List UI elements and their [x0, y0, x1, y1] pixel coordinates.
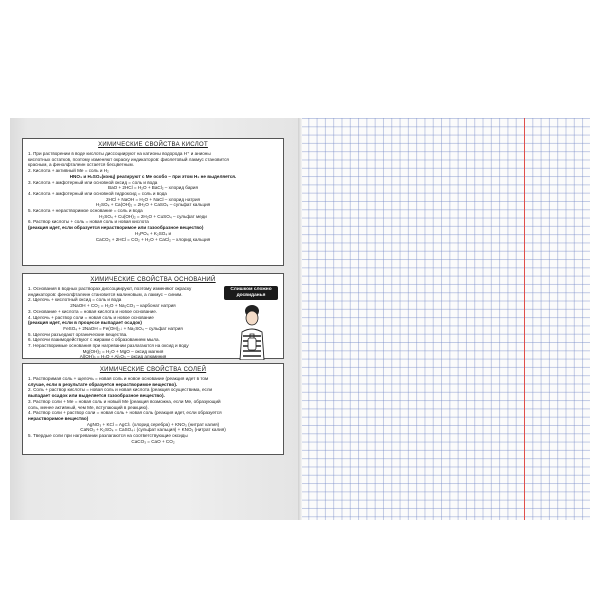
bases-line: 1. Основания в водных растворах диссоциируют, поэтому изменяют окраску	[28, 286, 192, 291]
acids-line: HNO₃ и H₂SO₄(конц) реагируют с Me особо – при этом H₂ не выделяется.	[69, 173, 237, 179]
notebook-spine	[298, 118, 302, 520]
acids-line: H₂SO₄ + Ca(OH)₂ = 2H₂O + CaSO₄ – сульфат кальция	[95, 202, 211, 208]
acids-line: H₃PO₄ + K₂SO₄ и	[134, 230, 172, 236]
salts-line: нерастворимое вещество)	[28, 415, 89, 421]
bases-line: индикаторов: фенолфталеин становится малиновым, а лакмус – синим.	[28, 291, 183, 297]
acids-title: ХИМИЧЕСКИЕ СВОЙСТВА КИСЛОТ	[98, 142, 208, 148]
acids-line: красным, а фенолфталеин остается бесцветным.	[28, 162, 134, 168]
bases-line: 2. Щелочь + кислотный оксид = соль и вода	[28, 297, 122, 303]
grid-page	[300, 118, 590, 520]
acids-line: 2HCl + NaOH = H₂O + NaCl – хлорид натрия	[105, 196, 201, 202]
bases-line: 2NaOH + CO₂ = H₂O + Na₂CO₃ – карбонат натрия	[70, 303, 176, 309]
acids-section	[22, 138, 284, 266]
acids-line: 6. Раствор кислоты + соль = новая соль и новая кислота	[28, 219, 149, 225]
acids-line: 1. При растворении в воде кислоты диссоциируют на катионы водорода H⁺ и анионы	[28, 151, 211, 156]
bases-line: 4. Щелочь + раствор соли = новая соль и новое основание	[28, 314, 154, 320]
salts-line: CaNO₃ + K₂SO₄ = CaSO₄↓ (сульфат кальция) + KNO₃ (нитрат калия)	[80, 427, 226, 433]
acids-line: CaCO₃ + 2HCl = CO₂ + H₂O + CaCl₂ – хлорид кальция	[95, 236, 211, 242]
bases-line: 5. Щелочи разъедают органические вещества.	[28, 331, 128, 337]
acids-line: BaO + 2HCl = H₂O + BaCl₂ – хлорид бария	[108, 185, 198, 191]
salts-line: 5. Твердые соли при нагревании разлагаются на соответствующие оксиды	[28, 433, 188, 439]
acids-line: 4. Кислота + амфотерный или основной гидроксид = соль и вода	[28, 190, 167, 196]
acids-line: 3. Кислота + амфотерный или основной оксид = соль и вода	[28, 179, 158, 185]
bases-line: 3. Основание + кислота = новая кислота и новое основание.	[28, 308, 158, 314]
bases-line: Mg(OH)₂ = H₂O + MgO – оксид магния	[82, 348, 164, 354]
salts-line: 1. Растворимая соль + щелочь = новая соль и новое основание (реакция идет в том	[28, 376, 209, 381]
scientist-illustration-icon	[228, 302, 276, 360]
acids-line: (реакция идет, если образуется нерастворимое или газообразное вещество)	[28, 225, 204, 231]
speech-bubble	[224, 286, 278, 300]
bases-line: FeSO₄ + 2NaOH = Fe(OH)₂↓ + Na₂SO₄ – сульфат натрия	[63, 325, 183, 331]
bubble-line: досвиданья	[236, 292, 266, 298]
acids-line: 2. Кислота + активный Me = соль и H₂	[28, 168, 109, 174]
salts-line: выпадает осадок или выделяется газообразное вещество).	[28, 393, 165, 399]
bases-line: Al(OH)₃ = H₂O + Al₂O₃ – оксид алюминия	[79, 354, 167, 360]
salts-line: 2. Соль + раствор кислоты = новая соль и новая кислота (реакция осуществима, если	[28, 387, 213, 393]
salts-line: соль, менее активный, чем Me, вступающий в реакцию).	[28, 404, 149, 410]
salts-line: случае, если в результате образуется нерастворимое вещество).	[28, 381, 178, 387]
bases-line: (реакция идет, если в процессе выпадает осадок)	[28, 320, 142, 326]
bubble-line: Слишком сложно	[230, 287, 272, 292]
acids-line: 5. Кислота + нерастворимое основание = соль и вода	[28, 208, 143, 214]
bases-title: ХИМИЧЕСКИЕ СВОЙСТВА ОСНОВАНИЙ	[90, 277, 216, 283]
acids-line: H₂SO₄ + Cu(OH)₂ = 2H₂O + CuSO₄ – сульфат меди	[99, 213, 207, 219]
salts-line: 4. Раствор соли + раствор соли = новая соль + новая соль (реакция идет, если образуется	[28, 410, 222, 416]
salts-title: ХИМИЧЕСКИЕ СВОЙСТВА СОЛЕЙ	[99, 367, 207, 373]
bases-line: 6. Щелочи взаимодействуют с жирами с образованием мыла.	[28, 337, 160, 343]
margin-line	[524, 118, 525, 520]
salts-line: 3. Раствор соли + Me = новая соль и новый Me (реакция возможна, если Me, образующий	[28, 398, 221, 404]
acids-line: кислотных остатков, поэтому изменяют окраску индикаторов: фиолетовый лакмус становится	[28, 156, 229, 162]
bases-line: 7. Нерастворимые основания при нагревании разлагаются на оксид и воду	[28, 343, 189, 349]
salts-line: CaCO₃ = CaO + CO₂	[131, 438, 175, 444]
salts-line: AgNO₃ + KCl = AgCl↓ (хлорид серебра) + KNO₃ (нитрат калия)	[86, 421, 220, 427]
salts-section	[22, 363, 284, 455]
